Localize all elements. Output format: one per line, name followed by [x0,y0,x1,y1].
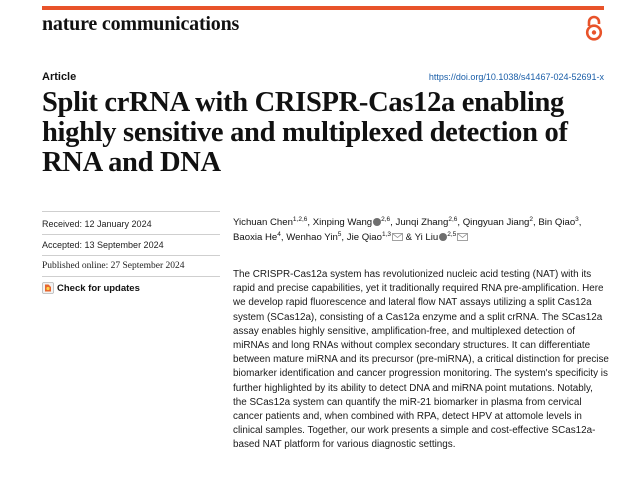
affiliation-marker: 5 [337,230,342,238]
author-separator: , [341,231,347,243]
author-name: Junqi Zhang [395,217,449,228]
author[interactable] [313,217,390,228]
author-list [233,216,603,245]
author[interactable] [463,217,533,228]
journal-name[interactable]: nature communications [42,13,240,35]
published-date: Published online: 27 September 2024 [42,261,185,271]
author[interactable] [396,217,458,228]
author-name: Baoxia He [233,231,278,243]
author-separator: , [578,217,582,228]
accepted-date: Accepted: 13 September 2024 [42,240,164,250]
author-separator: , [280,231,287,243]
affiliation-marker: 2 [529,215,534,223]
author[interactable] [415,232,469,243]
author-name: Yi Liu [414,231,439,243]
author-separator: , [533,217,539,228]
author-name: Xinping Wang [312,217,373,228]
abstract: The CRISPR-Cas12a system has revolutionized nucleic acid testing (NAT) with its rapid and precise capabilities, yet it traditionally required RNA pre-amplification. Here we develop rapid fluorescence and lateral flow NAT assays utilizing a split Cas12a system (SCas12a), consisting of a Cas12a enzyme and a split crRNA. The SCas12a assay enables highly sensitive, amplification-free, and multiplexed detection of miRNAs and long RNAs without complex secondary structures. It can differentiate between mature miRNA and its precursor (pre-miRNA), a critical distinction for precise biomarker identification and cancer progression monitoring. The system's specificity is further highlighted by its ability to detect DNA and miRNA point mutations. Notably, the SCas12a system can quantify the miR-21 biomarker in plasma from cervical cancer patients and, when combined with RPA, detect HPV at attomole levels in clinical samples. Together, our work presents a simple and cost-effective SCas12a-based NAT platform for various diagnostic settings. [233,269,609,451]
email-icon[interactable] [392,233,403,241]
author-separator: & [403,231,415,243]
author[interactable] [286,232,341,243]
divider [42,255,220,256]
author[interactable] [233,232,281,243]
author-separator: , [390,217,396,228]
author-name: Yichuan Chen [233,217,293,228]
affiliation-marker: 2,6 [381,215,391,223]
check-for-updates-button[interactable] [42,282,140,294]
doi-link[interactable]: https://doi.org/10.1038/s41467-024-52691-x [428,72,604,82]
author-separator: , [457,217,463,228]
orcid-icon[interactable] [373,218,381,226]
affiliation-marker: 2,5 [447,230,457,238]
divider [42,276,220,277]
header-accent-bar [42,6,604,10]
check-for-updates-icon [42,282,54,294]
article-title: Split crRNA with CRISPR-Cas12a enabling highly sensitive and multiplexed detection of RNA and DNA [42,87,568,178]
author-name: Wenhao Yin [286,231,338,243]
affiliation-marker: 1,2,6 [292,215,308,223]
author-name: Qingyuan Jiang [462,217,530,228]
affiliation-marker: 2,6 [448,215,458,223]
author[interactable] [233,217,307,228]
author-name: Bin Qiao [538,217,576,228]
author-separator: , [307,217,313,228]
affiliation-marker: 4 [277,230,281,238]
check-for-updates-label: Check for updates [57,282,140,294]
email-icon[interactable] [457,233,468,241]
article-type: Article [42,71,77,83]
divider [42,211,220,212]
author[interactable] [347,232,403,243]
author[interactable] [538,217,578,228]
author-name: Jie Qiao [346,231,382,243]
received-date: Received: 12 January 2024 [42,219,152,229]
affiliation-marker: 1,3 [381,230,392,238]
divider [42,234,220,235]
open-access-icon[interactable] [585,15,603,41]
affiliation-marker: 3 [575,215,579,223]
